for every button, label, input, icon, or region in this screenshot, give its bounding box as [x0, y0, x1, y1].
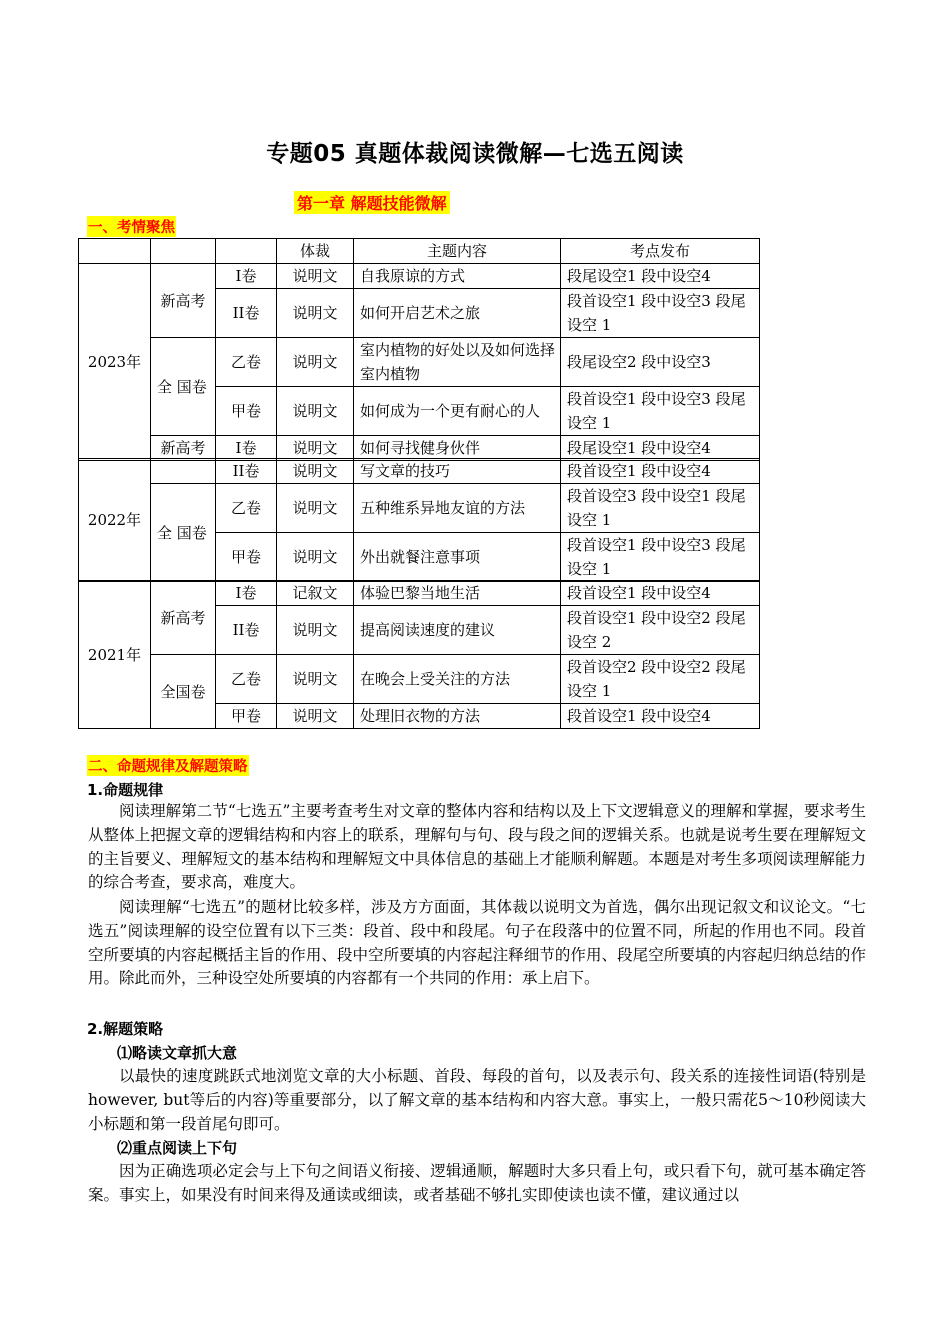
topic-cell: 写文章的技巧 — [354, 459, 561, 484]
points-cell: 段首设空2 段中设空2 段尾设空 1 — [561, 655, 760, 704]
group-cell: 新高考 — [151, 581, 216, 655]
subheading-pattern: 1.命题规律 — [87, 781, 164, 799]
points-cell: 段尾设空1 段中设空4 — [561, 436, 760, 461]
topic-cell: 室内植物的好处以及如何选择室内植物 — [354, 338, 561, 387]
genre-cell: 说明文 — [277, 484, 354, 533]
topic-cell: 提高阅读速度的建议 — [354, 606, 561, 655]
paper-cell: 甲卷 — [216, 704, 277, 729]
group-cell: 全 国卷 — [151, 338, 216, 436]
section-heading-exam-focus: 一、考情聚焦 — [87, 216, 176, 237]
paper-cell: 乙卷 — [216, 484, 277, 533]
table-header-blank — [151, 239, 216, 264]
points-cell: 段尾设空1 段中设空4 — [561, 264, 760, 289]
genre-cell: 说明文 — [277, 289, 354, 338]
paragraph-pattern-1: 阅读理解第二节“七选五”主要考查考生对文章的整体内容和结构以及上下文逻辑意义的理解和掌握，要求考生从整体上把握文章的逻辑结构和内容上的联系，理解句与句、段与段之间的逻辑关系。也就是说考生要在理解短文的主旨要义、理解短文的基本结构和理解短文中具体信息的基础上才能顺利解题。本题是对考生多项阅读理解能力的综合考查，要求高，难度大。 — [88, 802, 866, 892]
points-cell: 段首设空1 段中设空4 — [561, 581, 760, 606]
paper-cell: 甲卷 — [216, 387, 277, 436]
genre-cell: 说明文 — [277, 606, 354, 655]
table-header-row — [79, 239, 760, 264]
year-cell: 2021年 — [79, 581, 151, 729]
genre-cell: 说明文 — [277, 387, 354, 436]
paragraph-pattern-2: 阅读理解“七选五”的题材比较多样，涉及方方面面，其体裁以说明文为首选，偶尔出现记叙文和议论文。“七选五”阅读理解的设空位置有以下三类：段首、段中和段尾。句子在段落中的位置不同，所起的作用也不同。段首空所要填的内容起概括主旨的作用、段中空所要填的内容起注释细节的作用、段尾空所要填的内容起归纳总结的作用。除此而外，三种设空处所要填的内容都有一个共同的作用：承上启下。 — [88, 898, 866, 988]
topic-cell: 如何开启艺术之旅 — [354, 289, 561, 338]
table-header-cell: 体裁 — [277, 239, 354, 264]
table-header-blank — [79, 239, 151, 264]
group-cell: 全国卷 — [151, 655, 216, 729]
subheading-strategy: 2.解题策略 — [87, 1020, 164, 1038]
section-heading-strategy: 二、命题规律及解题策略 — [87, 755, 249, 776]
year-cell: 2022年 — [79, 459, 151, 582]
exam-analysis-table-2021 — [78, 580, 760, 729]
points-cell: 段尾设空2 段中设空3 — [561, 338, 760, 387]
points-cell: 段首设空1 段中设空3 段尾设空 1 — [561, 533, 760, 582]
topic-cell: 五种维系异地友谊的方法 — [354, 484, 561, 533]
topic-cell: 处理旧衣物的方法 — [354, 704, 561, 729]
table-header-cell: 主题内容 — [354, 239, 561, 264]
genre-cell: 说明文 — [277, 704, 354, 729]
strategy-item-1-heading: ⑴略读文章抓大意 — [117, 1044, 238, 1062]
genre-cell: 说明文 — [277, 264, 354, 289]
group-cell-continued — [151, 459, 216, 484]
paper-cell: I卷 — [216, 581, 277, 606]
paper-cell: 乙卷 — [216, 655, 277, 704]
topic-cell: 在晚会上受关注的方法 — [354, 655, 561, 704]
strategy-item-1-body: 以最快的速度跳跃式地浏览文章的大小标题、首段、每段的首句，以及表示句、段关系的连接性词语(特别是however, but等后的内容)等重要部分，以了解文章的基本结构和内容大意。事实上，一般只需花5～10秒阅读大小标题和第一段首尾句即可。 — [88, 1067, 866, 1133]
paper-cell: I卷 — [216, 436, 277, 461]
exam-analysis-table — [78, 238, 760, 461]
paper-cell: 乙卷 — [216, 338, 277, 387]
topic-cell: 外出就餐注意事项 — [354, 533, 561, 582]
group-cell: 全 国卷 — [151, 484, 216, 582]
topic-cell: 如何成为一个更有耐心的人 — [354, 387, 561, 436]
paper-cell: 甲卷 — [216, 533, 277, 582]
genre-cell: 说明文 — [277, 436, 354, 461]
table-row — [79, 581, 760, 606]
topic-cell: 体验巴黎当地生活 — [354, 581, 561, 606]
strategy-item-2-heading: ⑵重点阅读上下句 — [117, 1139, 238, 1157]
genre-cell: 说明文 — [277, 459, 354, 484]
points-cell: 段首设空3 段中设空1 段尾设空 1 — [561, 484, 760, 533]
chapter-heading: 第一章 解题技能微解 — [294, 191, 450, 214]
year-cell: 2023年 — [79, 264, 151, 461]
strategy-item-2-body: 因为正确选项必定会与上下句之间语义衔接、逻辑通顺，解题时大多只看上句，或只看下句，就可基本确定答案。事实上，如果没有时间来得及通读或细读，或者基础不够扎实即使读也读不懂，建议通过以 — [88, 1162, 866, 1204]
points-cell: 段首设空1 段中设空3 段尾设空 1 — [561, 289, 760, 338]
points-cell: 段首设空1 段中设空3 段尾设空 1 — [561, 387, 760, 436]
topic-cell: 自我原谅的方式 — [354, 264, 561, 289]
paper-cell: I卷 — [216, 264, 277, 289]
points-cell: 段首设空1 段中设空4 — [561, 459, 760, 484]
table-row — [79, 484, 760, 533]
table-row — [79, 338, 760, 387]
paper-cell: II卷 — [216, 606, 277, 655]
genre-cell: 说明文 — [277, 655, 354, 704]
paper-cell: II卷 — [216, 459, 277, 484]
group-cell: 新高考 — [151, 264, 216, 338]
table-header-blank — [216, 239, 277, 264]
table-row — [79, 436, 760, 461]
genre-cell: 说明文 — [277, 338, 354, 387]
genre-cell: 记叙文 — [277, 581, 354, 606]
page-title: 专题05 真题体裁阅读微解—七选五阅读 — [266, 141, 684, 167]
points-cell: 段首设空1 段中设空2 段尾设空 2 — [561, 606, 760, 655]
table-row — [79, 459, 760, 484]
table-row — [79, 264, 760, 289]
table-row — [79, 655, 760, 704]
table-header-cell: 考点发布 — [561, 239, 760, 264]
points-cell: 段首设空1 段中设空4 — [561, 704, 760, 729]
genre-cell: 说明文 — [277, 533, 354, 582]
exam-analysis-table-cont — [78, 458, 760, 582]
group-cell: 新高考 — [151, 436, 216, 461]
topic-cell: 如何寻找健身伙伴 — [354, 436, 561, 461]
paper-cell: II卷 — [216, 289, 277, 338]
